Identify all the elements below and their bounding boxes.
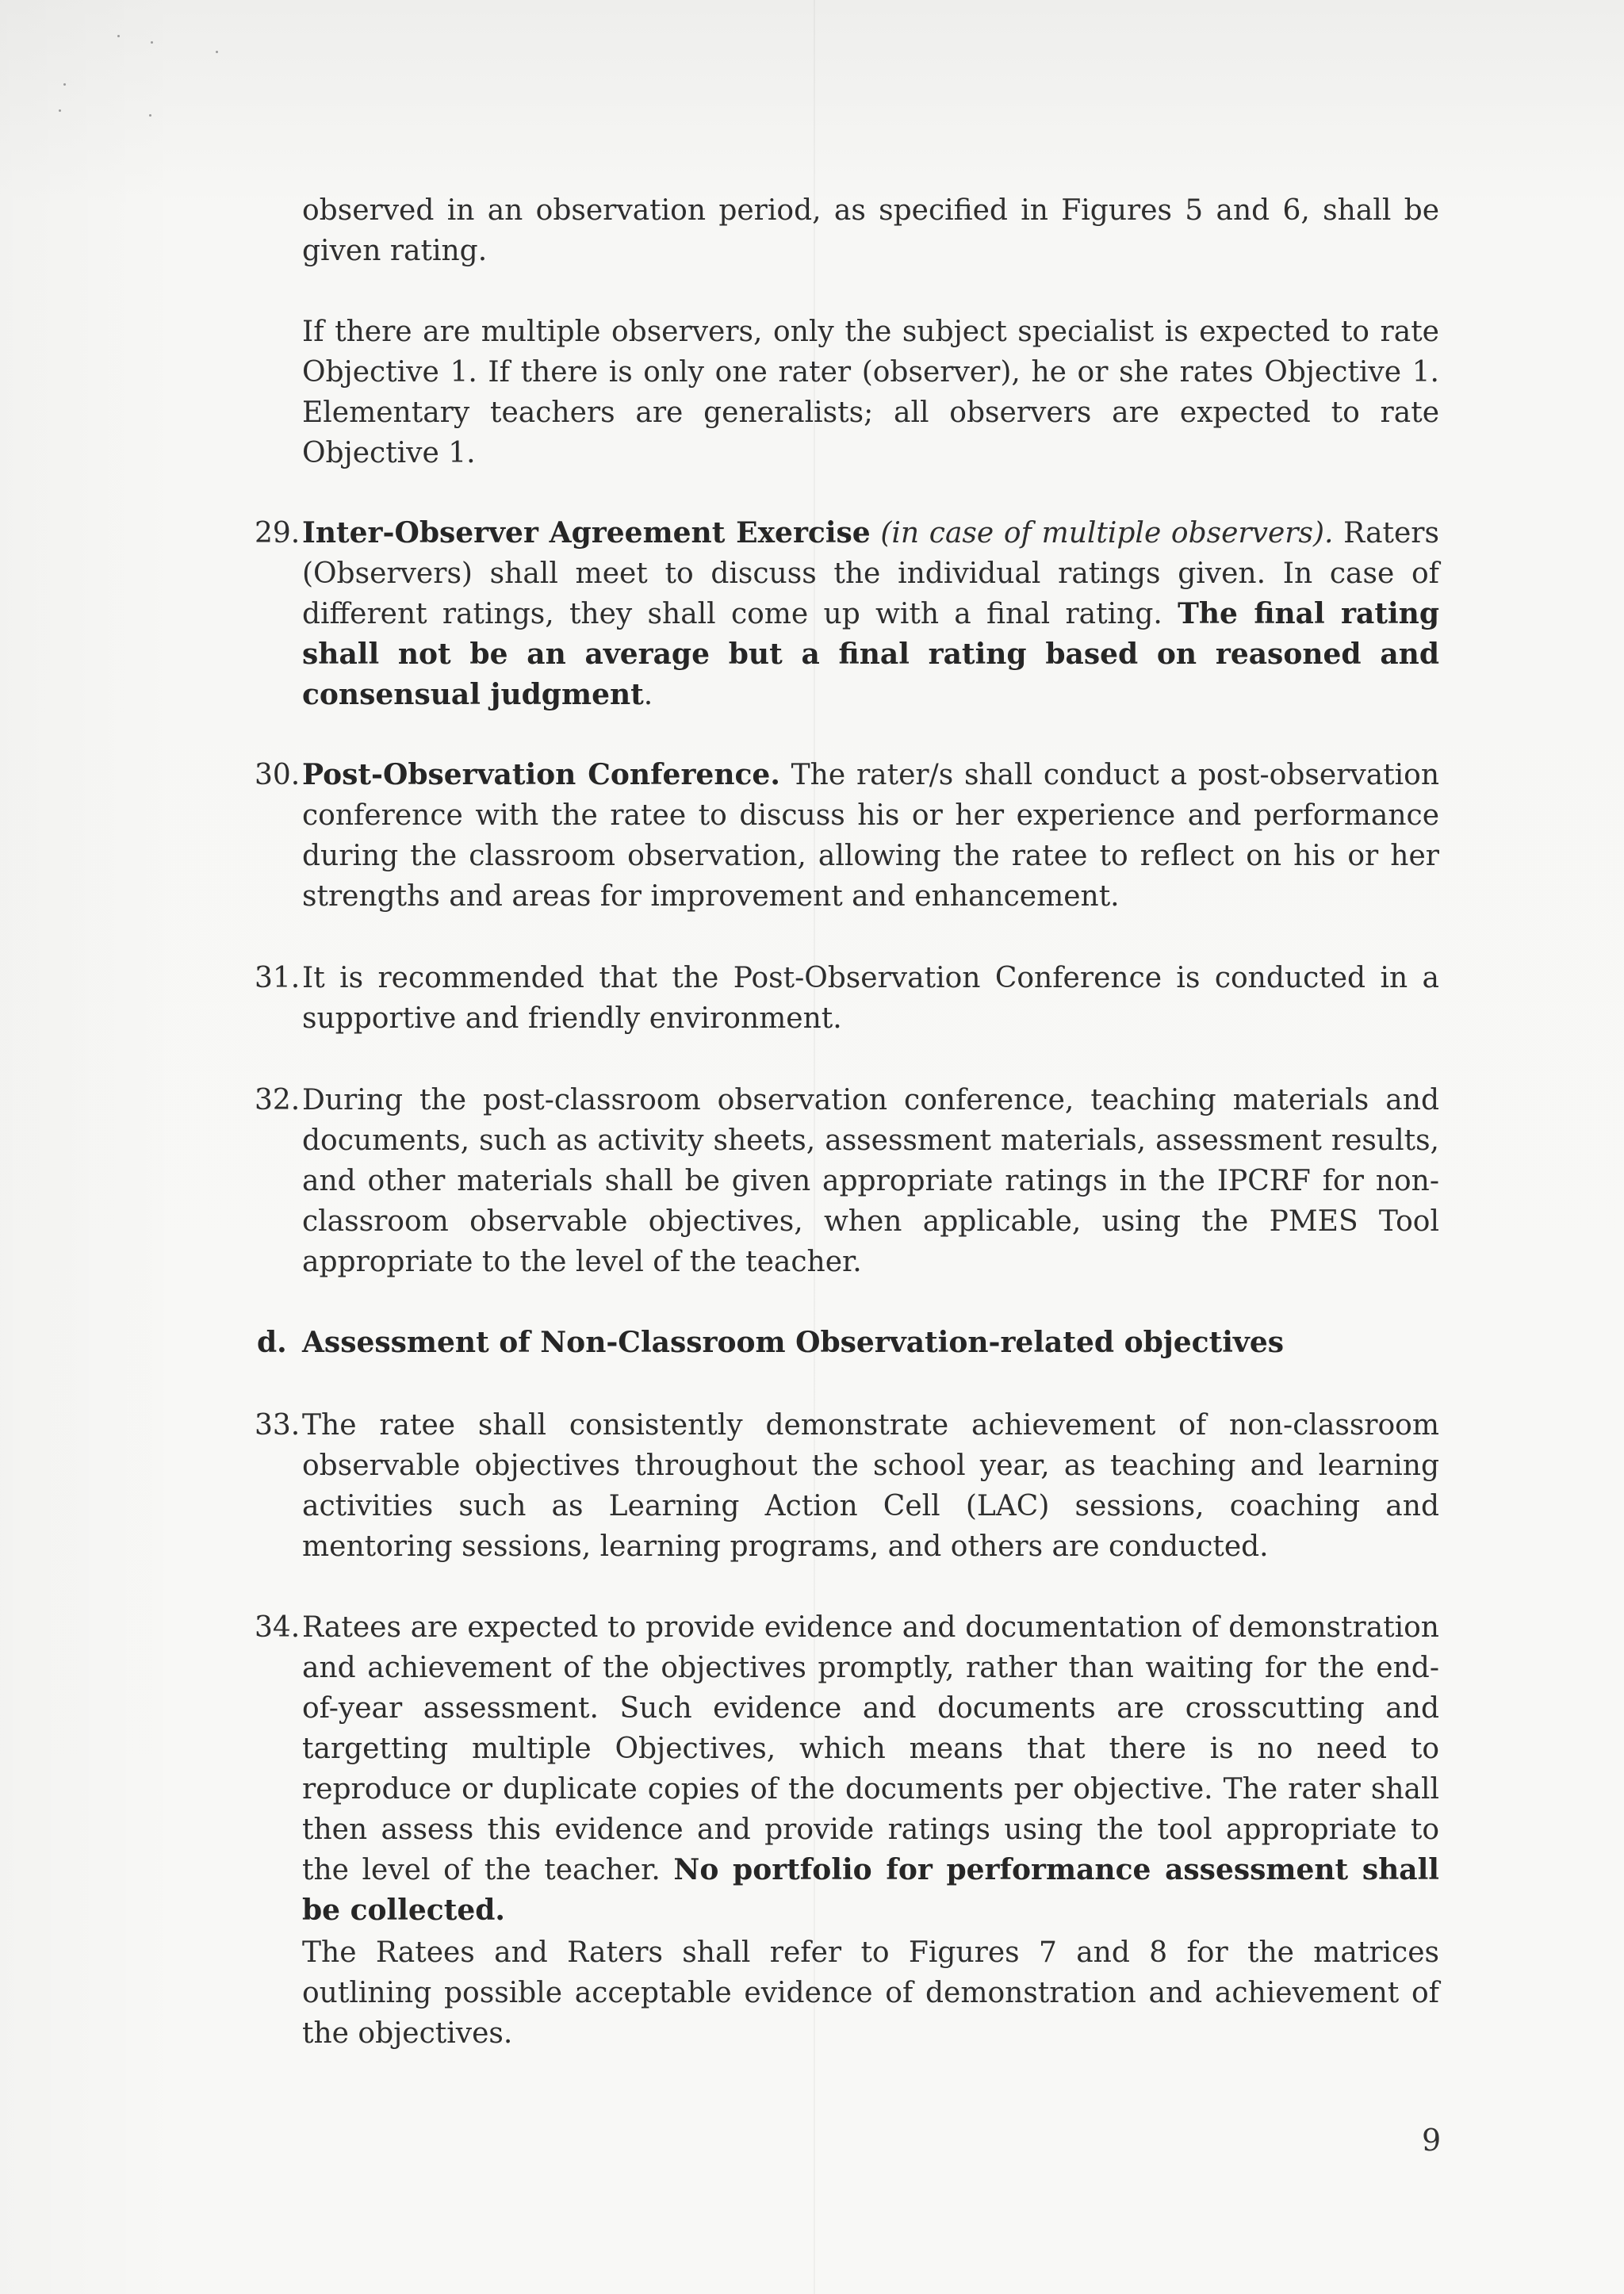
list-item-29 [255,513,1439,715]
scan-speck [63,83,66,86]
list-item-31 [255,958,1439,1039]
scan-speck [216,51,218,53]
item-text: Raters (Observers) shall meet to discuss the individual ratings given. In case of different ratings, they shall come up with a final rating. [302,517,1439,630]
list-item-34 [255,1607,1439,1931]
item-bold-tail: No portfolio for performance assessment shall be collected. [302,1853,1439,1927]
list-item-30 [255,755,1439,917]
item-number: 33. [255,1409,301,1442]
item-text: Ratees are expected to provide evidence and documentation of demonstration and achievement of the objectives promptly, rather than waiting for the end-of-year assessment. Such evidence and documents are crosscutting and targetting multiple Objectives, which means that there is no need to reproduce or duplicate copies of the documents per objective. The rater shall then assess this evidence and provide ratings using the tool appropriate to the level of the teacher. [302,1611,1439,1886]
item-bold-lead: Inter-Observer Agreement Exercise [302,516,871,550]
section-heading-d [257,1323,1284,1363]
paragraph-observed: observed in an observation period, as specified in Figures 5 and 6, shall be given rating. [302,194,1439,267]
item-body [302,755,1439,917]
scan-speck [59,109,61,112]
item-tail-punct: . [643,679,653,711]
item-number: 31. [255,962,301,994]
item-text: The ratee shall consistently demonstrate achievement of non-classroom observable objectives throughout the school year, as teaching and learning activities such as Learning Action Cell (LAC) sessions, coaching and mentoring sessions, learning programs, and others are conducted. [302,1409,1439,1563]
item-number: 29. [255,517,301,550]
scan-speck [117,35,120,37]
heading-title: Assessment of Non-Classroom Observation-related objectives [302,1326,1284,1359]
page-number: 9 [1422,2123,1442,2158]
item-text: The rater/s shall conduct a post-observation conference with the ratee to discuss his or her experience and performance during the classroom observation, allowing the ratee to reflect on his or her strengths and areas for improvement and enhancement. [302,759,1440,913]
item-number: 34. [255,1611,301,1644]
item-number: 30. [255,759,301,791]
item-bold-tail: The final rating shall not be an average but a final rating based on reasoned and consensual judgment [302,597,1439,711]
scan-speck [151,41,153,44]
item-body [302,1607,1439,1931]
paragraph-multiple-observers: If there are multiple observers, only the subject specialist is expected to rate Objective 1. If there is only one rater (observer), he or she rates Objective 1. Elementary teachers are generalists; all observers are expected to rate Objective 1. [302,316,1439,469]
heading-letter: d. [257,1326,287,1359]
list-item-32 [255,1080,1439,1282]
item-text: During the post-classroom observation conference, teaching materials and documents, such as activity sheets, assessment materials, assessment results, and other materials shall be given appropriate ratings in the IPCRF for non-classroom observable objectives, when applicable, using the PMES Tool appropriate to the level of the teacher. [302,1084,1439,1278]
scan-shadow [0,0,182,2294]
item-bold-lead: Post-Observation Conference. [302,758,780,791]
item-number: 32. [255,1084,301,1116]
item-italic-lead: (in case of multiple observers). [880,517,1334,550]
scan-speck [149,114,151,117]
paragraph-closing: The Ratees and Raters shall refer to Figures 7 and 8 for the matrices outlining possible acceptable evidence of demonstration and achievement of the objectives. [302,1936,1439,2050]
item-text: It is recommended that the Post-Observation Conference is conducted in a supportive and friendly environment. [302,962,1439,1035]
item-body [302,513,1439,715]
list-item-33 [255,1405,1439,1567]
